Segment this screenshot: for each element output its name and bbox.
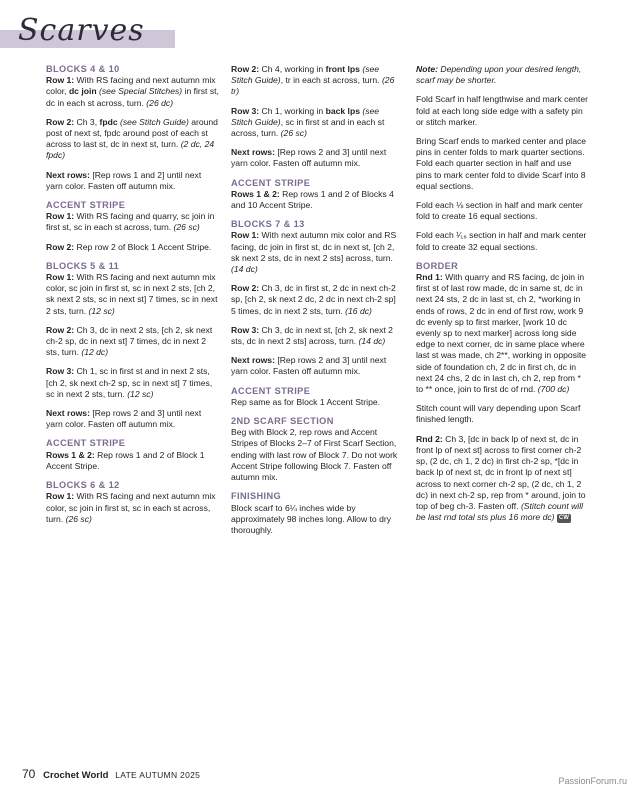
pattern-row: Row 2: Ch 4, working in front lps (see Stitch Guide), tr in each st across, turn. (26 tr): [231, 64, 395, 97]
end-mark-icon: CW: [558, 515, 569, 522]
heading-blocks-7-13: BLOCKS 7 & 13: [231, 219, 305, 230]
heading-finishing: FINISHING: [231, 491, 282, 502]
watermark: PassionForum.ru: [558, 776, 627, 786]
heading-accent-stripe: ACCENT STRIPE: [231, 385, 311, 396]
column-3: [416, 64, 588, 531]
section-title: Scarves: [18, 13, 145, 48]
pattern-row: Row 1: With RS facing and next autumn mix color, sc join in first st, sc in next 2 sts, [ch 2, sk next 2 sts, sc in next st] 7 times, sc in next 2 sts, turn. (12 sc): [46, 272, 218, 316]
pattern-row: Row 1: With RS facing and quarry, sc join in first st, sc in each st across, turn. (26 sc): [46, 211, 215, 233]
pattern-paragraph: Rep same as for Block 1 Accent Stripe.: [231, 396, 381, 407]
page-footer: [22, 767, 200, 781]
heading-accent-stripe: ACCENT STRIPE: [231, 177, 311, 188]
pattern-row: Row 3: Ch 3, dc in next st, [ch 2, sk next 2 sts, dc in next 2 sts] across, turn. (14 dc): [231, 324, 393, 347]
pattern-paragraph: Fold Scarf in half lengthwise and mark center fold at each long side edge with a safety pin or stitch marker.: [416, 94, 588, 127]
note-paragraph: Note: Depending upon your desired length, scarf may be shorter.: [416, 64, 582, 86]
pattern-row: Next rows: [Rep rows 1 and 2] until next yarn color. Fasten off autumn mix.: [46, 169, 202, 191]
pattern-row: Rows 1 & 2: Rep rows 1 and 2 of Blocks 4 and 10 Accent Stripe.: [231, 188, 394, 211]
heading-accent-stripe: ACCENT STRIPE: [46, 200, 126, 211]
pattern-row: Rnd 1: With quarry and RS facing, dc join in first st of last row made, dc in same st, dc in next 24 sts, 2 dc in last st, ch 2, *working in ends of rows, 2 dc in end of first row, work 9 dc evenly sp to first marker, [work 10 dc evenly sp to next marker] across long side edge to next corner, dc in same place where last st was made, ch 2**, working in opposite side of foundation ch, 2 dc in first ch, dc in next 24 chs, 2 dc in last ch, ch 2, rep from * to ** once, join to first dc of rnd. (700 dc): [416, 272, 587, 395]
heading-accent-stripe: ACCENT STRIPE: [46, 438, 126, 449]
pattern-paragraph: Beg with Block 2, rep rows and Accent Stripes of Blocks 2–7 of First Scarf Section, ending with last row of Block 7. Do not work Accent Stripe following Block 7. Fasten off autumn mix.: [231, 427, 398, 483]
pattern-row: Rows 1 & 2: Rep rows 1 and 2 of Block 1 Accent Stripe.: [46, 449, 205, 471]
pattern-paragraph: Fold each ¹⁄₁₆ section in half and mark center fold to create 32 equal sections.: [416, 230, 587, 252]
pattern-row: Row 1: With RS facing and next autumn mix color, dc join (see Special Stitches) in first st, dc in each st across, turn. (26 dc): [46, 75, 219, 108]
pattern-paragraph: Fold each ⅛ section in half and mark center fold to create 16 equal sections.: [416, 200, 583, 222]
heading-border: BORDER: [416, 260, 459, 271]
issue-label: LATE AUTUMN 2025: [115, 770, 201, 780]
pattern-row: Row 1: With next autumn mix color and RS facing, dc join in first st, dc in next st, [ch 2, sk next 2 sts, dc in next 2 sts] across, turn. (14 dc): [231, 230, 397, 275]
pattern-row: Row 2: Ch 3, dc in next 2 sts, [ch 2, sk next ch-2 sp, dc in next st] 7 times, dc in next 2 sts, turn. (12 dc): [46, 324, 213, 358]
pattern-row: Rnd 2: Ch 3, [dc in back lp of next st, dc in front lp of next st] across to first corner ch-2 sp, (2 dc, ch 1, 2 dc) in first ch-2 sp, *[dc in back lp of next st, dc in front lp of next st] across to next corner ch-2 sp, (2 dc, ch 1, 2 dc) in next ch-2 sp, rep from * around, join to top of beg ch-3. Fasten off. (Stitch count will be last rnd total sts plus 16 more dc) CW: [416, 433, 586, 523]
pattern-row: Row 3: Ch 1, sc in first st and in next 2 sts, [ch 2, sk next ch-2 sp, sc in next st] 7 times, sc in next 2 sts, turn. (12 sc): [46, 366, 213, 399]
pattern-row: Next rows: [Rep rows 2 and 3] until next yarn color. Fasten off autumn mix.: [46, 408, 202, 430]
heading-blocks-6-12: BLOCKS 6 & 12: [46, 480, 120, 491]
magazine-name: Crochet World: [43, 770, 109, 781]
column-1: [46, 64, 219, 533]
page-header: [0, 0, 633, 60]
pattern-row: Row 2: Ch 3, fpdc (see Stitch Guide) around post of next st, fpdc around post of each st across to last st, dc in next st, turn. (2 dc, 24 fpdc): [46, 116, 218, 161]
pattern-paragraph: Bring Scarf ends to marked center and place pins in center folds to mark quarter sections. Fold each quarter section in half and use pins to mark center fold to divide Scarf into 8 equal sections.: [416, 136, 587, 191]
pattern-row: Row 1: With RS facing and next autumn mix color, sc join in first st, sc in each st across, turn. (26 sc): [46, 491, 216, 524]
pattern-row: Next rows: [Rep rows 2 and 3] until next yarn color. Fasten off autumn mix.: [231, 147, 387, 169]
pattern-row: Row 2: Rep row 2 of Block 1 Accent Stripe.: [46, 241, 212, 252]
pattern-row: Row 2: Ch 3, dc in first st, 2 dc in next ch-2 sp, [ch 2, sk next 2 dc, 2 dc in next ch-2 sp] 5 times, dc in next 2 sts, turn. (16 dc): [231, 283, 396, 316]
heading-blocks-4-10: BLOCKS 4 & 10: [46, 64, 120, 74]
column-2: [231, 64, 401, 544]
heading-blocks-5-11: BLOCKS 5 & 11: [46, 260, 120, 271]
pattern-row: Row 3: Ch 1, working in back lps (see Stitch Guide), sc in first st and in each st across, turn. (26 sc): [231, 105, 385, 139]
page-number: 70: [22, 767, 36, 781]
pattern-paragraph: Stitch count will vary depending upon Scarf finished length.: [416, 403, 581, 425]
pattern-paragraph: Block scarf to 6¼ inches wide by approximately 98 inches long. Allow to dry thoroughly.: [231, 502, 392, 535]
pattern-row: Next rows: [Rep rows 2 and 3] until next yarn color. Fasten off autumn mix.: [231, 355, 387, 377]
heading-second-scarf-section: 2ND SCARF SECTION: [231, 416, 334, 427]
